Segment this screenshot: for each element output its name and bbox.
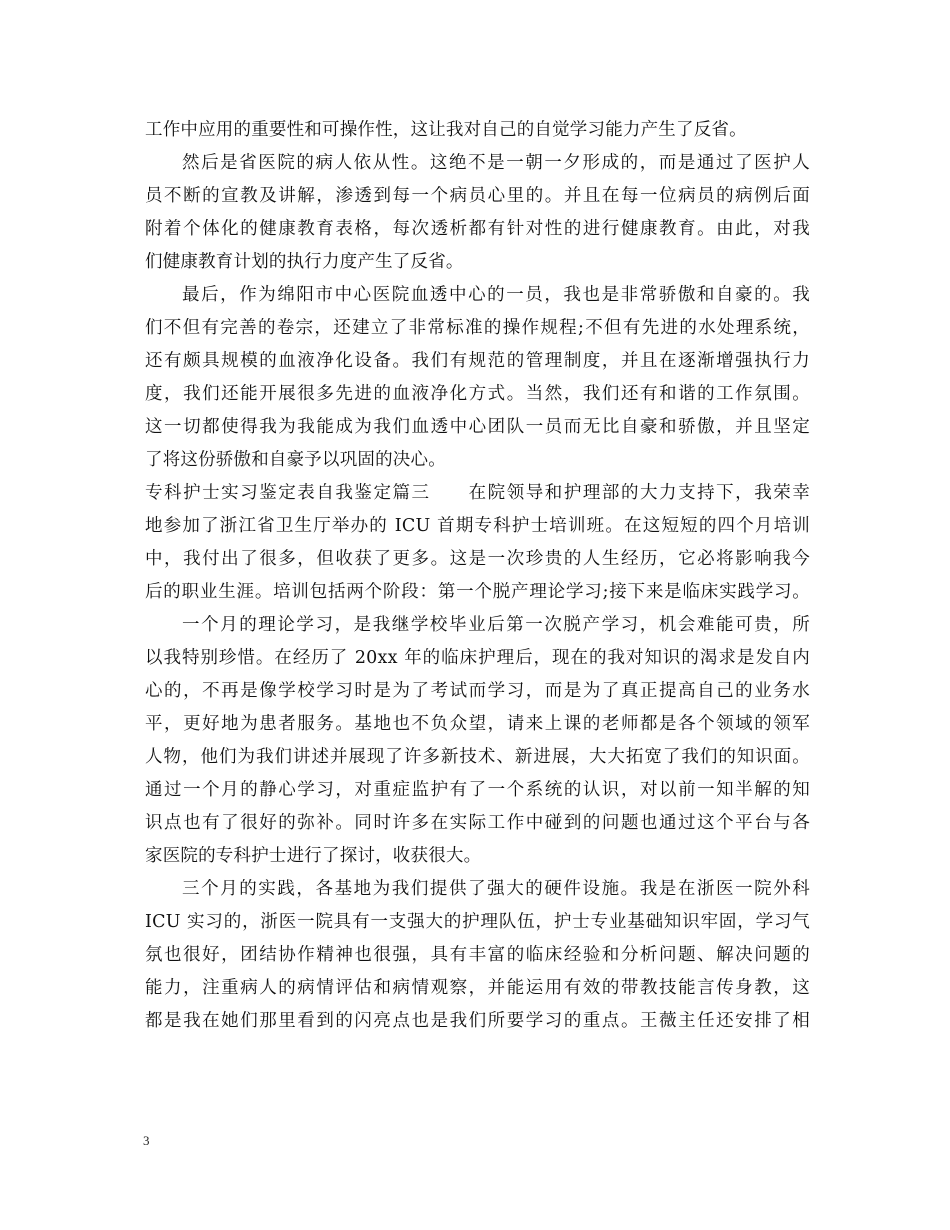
- text-line: 度，我们还能开展很多先进的血液净化方式。当然，我们还有和谐的工作氛围。: [145, 384, 810, 404]
- text-line: 附着个体化的健康教育表格，每次透析都有针对性的进行健康教育。由此，对我: [145, 219, 810, 239]
- document-body: [145, 114, 810, 1038]
- text-line: 以我特别珍惜。在经历了 20xx 年的临床护理后，现在的我对知识的渴求是发自内: [145, 648, 810, 668]
- text-line: 氛也很好，团结协作精神也很强，具有丰富的临床经验和分析问题、解决问题的: [145, 945, 810, 965]
- text-line: 然后是省医院的病人依从性。这绝不是一朝一夕形成的，而是通过了医护人: [182, 153, 810, 173]
- text-line: 识点也有了很好的弥补。同时许多在实际工作中碰到的问题也通过这个平台与各: [145, 813, 810, 833]
- text-line: 家医院的专科护士进行了探讨，收获很大。: [145, 846, 482, 866]
- section-heading-line: 专科护士实习鉴定表自我鉴定篇三 在院领导和护理部的大力支持下，我荣幸: [145, 483, 810, 503]
- text-line: 们健康教育计划的执行力度产生了反省。: [145, 252, 464, 272]
- text-line: 一个月的理论学习，是我继学校毕业后第一次脱产学习，机会难能可贵，所: [182, 615, 810, 635]
- text-line: 这一切都使得我为我能成为我们血透中心团队一员而无比自豪和骄傲，并且坚定: [145, 417, 810, 437]
- text-line: 工作中应用的重要性和可操作性，这让我对自己的自觉学习能力产生了反省。: [145, 120, 747, 140]
- text-line: 通过一个月的静心学习，对重症监护有了一个系统的认识，对以前一知半解的知: [145, 780, 810, 800]
- text-line: 后的职业生涯。培训包括两个阶段：第一个脱产理论学习;接下来是临床实践学习。: [145, 582, 810, 602]
- text-line: 地参加了浙江省卫生厅举办的 ICU 首期专科护士培训班。在这短短的四个月培训: [145, 516, 810, 536]
- text-line: 能力，注重病人的病情评估和病情观察，并能运用有效的带教技能言传身教，这: [145, 978, 810, 998]
- text-line: 员不断的宣教及讲解，渗透到每一个病员心里的。并且在每一位病员的病例后面: [145, 186, 810, 206]
- text-line: 平，更好地为患者服务。基地也不负众望，请来上课的老师都是各个领域的领军: [145, 714, 810, 734]
- text-line: 了将这份骄傲和自豪予以巩固的决心。: [145, 450, 446, 470]
- text-line: 们不但有完善的卷宗，还建立了非常标准的操作规程;不但有先进的水处理系统，: [145, 318, 810, 338]
- text-line: 中，我付出了很多，但收获了更多。这是一次珍贵的人生经历，它必将影响我今: [145, 549, 810, 569]
- text-line: 三个月的实践，各基地为我们提供了强大的硬件设施。我是在浙医一院外科: [182, 879, 810, 899]
- text-line: 心的，不再是像学校学习时是为了考试而学习，而是为了真正提高自己的业务水: [145, 681, 810, 701]
- text-line: 还有颇具规模的血液净化设备。我们有规范的管理制度，并且在逐渐增强执行力: [145, 351, 810, 371]
- text-line: ICU 实习的，浙医一院具有一支强大的护理队伍，护士专业基础知识牢固，学习气: [145, 912, 810, 932]
- text-line: 最后，作为绵阳市中心医院血透中心的一员，我也是非常骄傲和自豪的。我: [182, 285, 810, 305]
- text-line: 人物，他们为我们讲述并展现了许多新技术、新进展，大大拓宽了我们的知识面。: [145, 747, 810, 767]
- page-number: 3: [143, 1133, 150, 1148]
- text-line: 都是我在她们那里看到的闪亮点也是我们所要学习的重点。王薇主任还安排了相: [145, 1011, 810, 1031]
